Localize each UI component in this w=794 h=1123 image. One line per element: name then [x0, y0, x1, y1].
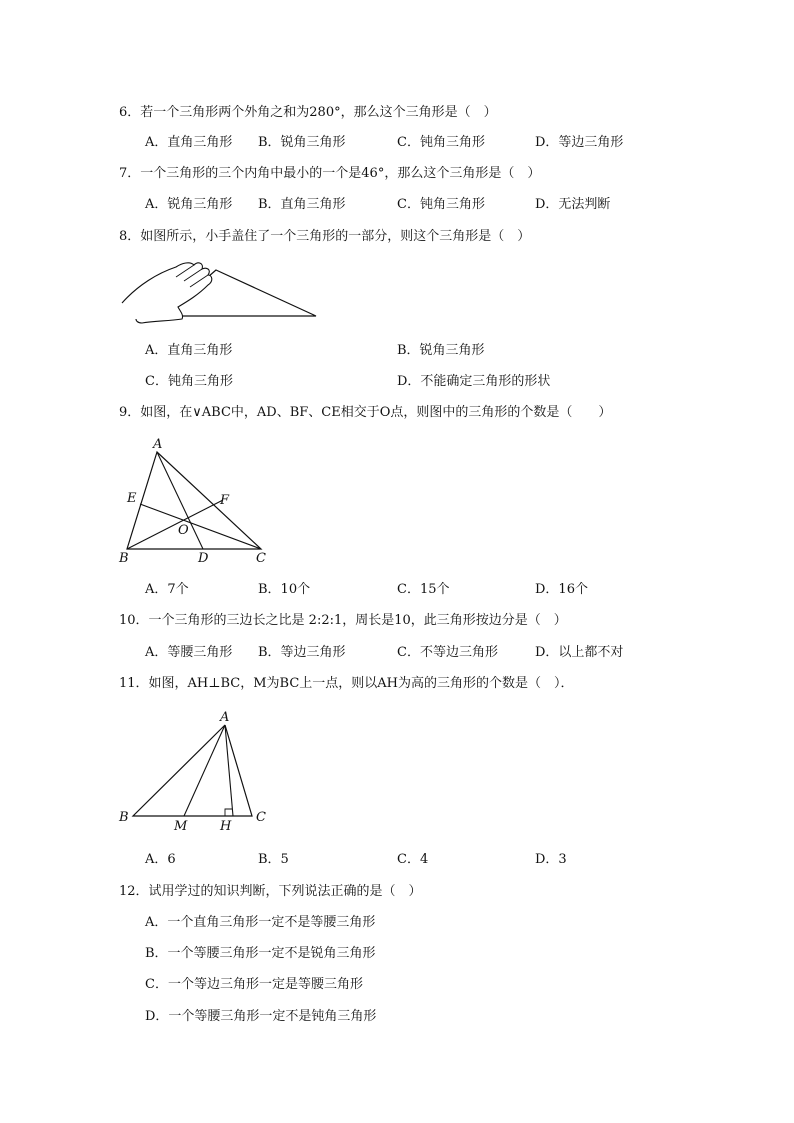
question-11: 11．如图，AH⊥BC，M为BC上一点，则以AH为高的三角形的个数是（ ）． — [119, 676, 574, 691]
q8-option-c[interactable]: C．钝角三角形 — [145, 374, 233, 389]
q7-option-d[interactable]: D．无法判断 — [535, 197, 611, 212]
label-A: A — [220, 710, 230, 725]
label-E: E — [127, 491, 137, 506]
q12-option-b[interactable]: B．一个等腰三角形一定不是锐角三角形 — [145, 946, 376, 961]
q6-option-c[interactable]: C．钝角三角形 — [397, 135, 485, 150]
label-F: F — [220, 493, 230, 508]
label-A: A — [153, 437, 163, 452]
q6-option-b[interactable]: B．锐角三角形 — [258, 135, 346, 150]
q11-option-b[interactable]: B．5 — [258, 852, 289, 867]
q9-option-c[interactable]: C．15个 — [397, 582, 450, 597]
q12-option-a[interactable]: A．一个直角三角形一定不是等腰三角形 — [145, 915, 376, 930]
q9-option-a[interactable]: A．7个 — [145, 582, 189, 597]
hand-triangle-figure — [118, 255, 328, 330]
q11-option-d[interactable]: D．3 — [535, 852, 567, 867]
question-7: 7．一个三角形的三个内角中最小的一个是46°，那么这个三角形是（ ） — [119, 166, 541, 181]
q10-option-a[interactable]: A．等腰三角形 — [145, 645, 233, 660]
label-C: C — [256, 810, 266, 825]
label-D: D — [198, 551, 209, 566]
q6-option-d[interactable]: D．等边三角形 — [535, 135, 624, 150]
question-9: 9．如图，在∨ABC中，AD、BF、CE相交于O点，则图中的三角形的个数是（ ） — [119, 405, 612, 420]
q7-option-c[interactable]: C．钝角三角形 — [397, 197, 485, 212]
q12-option-c[interactable]: C．一个等边三角形一定是等腰三角形 — [145, 977, 363, 992]
q9-option-d[interactable]: D．16个 — [535, 582, 588, 597]
q7-option-b[interactable]: B．直角三角形 — [258, 197, 346, 212]
triangle-altitude-figure — [116, 705, 276, 835]
q10-option-d[interactable]: D．以上都不对 — [535, 645, 624, 660]
triangle-abc-cevians-figure — [116, 434, 276, 566]
label-O: O — [178, 523, 189, 538]
question-6: 6．若一个三角形两个外角之和为280°，那么这个三角形是（ ） — [119, 105, 497, 120]
label-B: B — [119, 551, 129, 566]
q7-option-a[interactable]: A．锐角三角形 — [145, 197, 233, 212]
q11-option-a[interactable]: A．6 — [145, 852, 176, 867]
question-12: 12．试用学过的知识判断，下列说法正确的是（ ） — [119, 884, 422, 899]
q11-option-c[interactable]: C．4 — [397, 852, 429, 867]
label-C: C — [256, 551, 266, 566]
q9-option-b[interactable]: B．10个 — [258, 582, 311, 597]
q8-option-b[interactable]: B．锐角三角形 — [397, 343, 485, 358]
question-8: 8．如图所示，小手盖住了一个三角形的一部分，则这个三角形是（ ） — [119, 229, 531, 244]
label-M: M — [174, 819, 188, 834]
q8-option-d[interactable]: D．不能确定三角形的形状 — [397, 374, 551, 389]
q8-option-a[interactable]: A．直角三角形 — [145, 343, 233, 358]
q10-option-c[interactable]: C．不等边三角形 — [397, 645, 498, 660]
q10-option-b[interactable]: B．等边三角形 — [258, 645, 346, 660]
label-H: H — [220, 819, 232, 834]
question-10: 10．一个三角形的三边长之比是 2:2:1，周长是10，此三角形按边分是（ ） — [119, 613, 567, 628]
q6-option-a[interactable]: A．直角三角形 — [145, 135, 233, 150]
q12-option-d[interactable]: D．一个等腰三角形一定不是钝角三角形 — [145, 1009, 377, 1024]
label-B: B — [119, 810, 129, 825]
